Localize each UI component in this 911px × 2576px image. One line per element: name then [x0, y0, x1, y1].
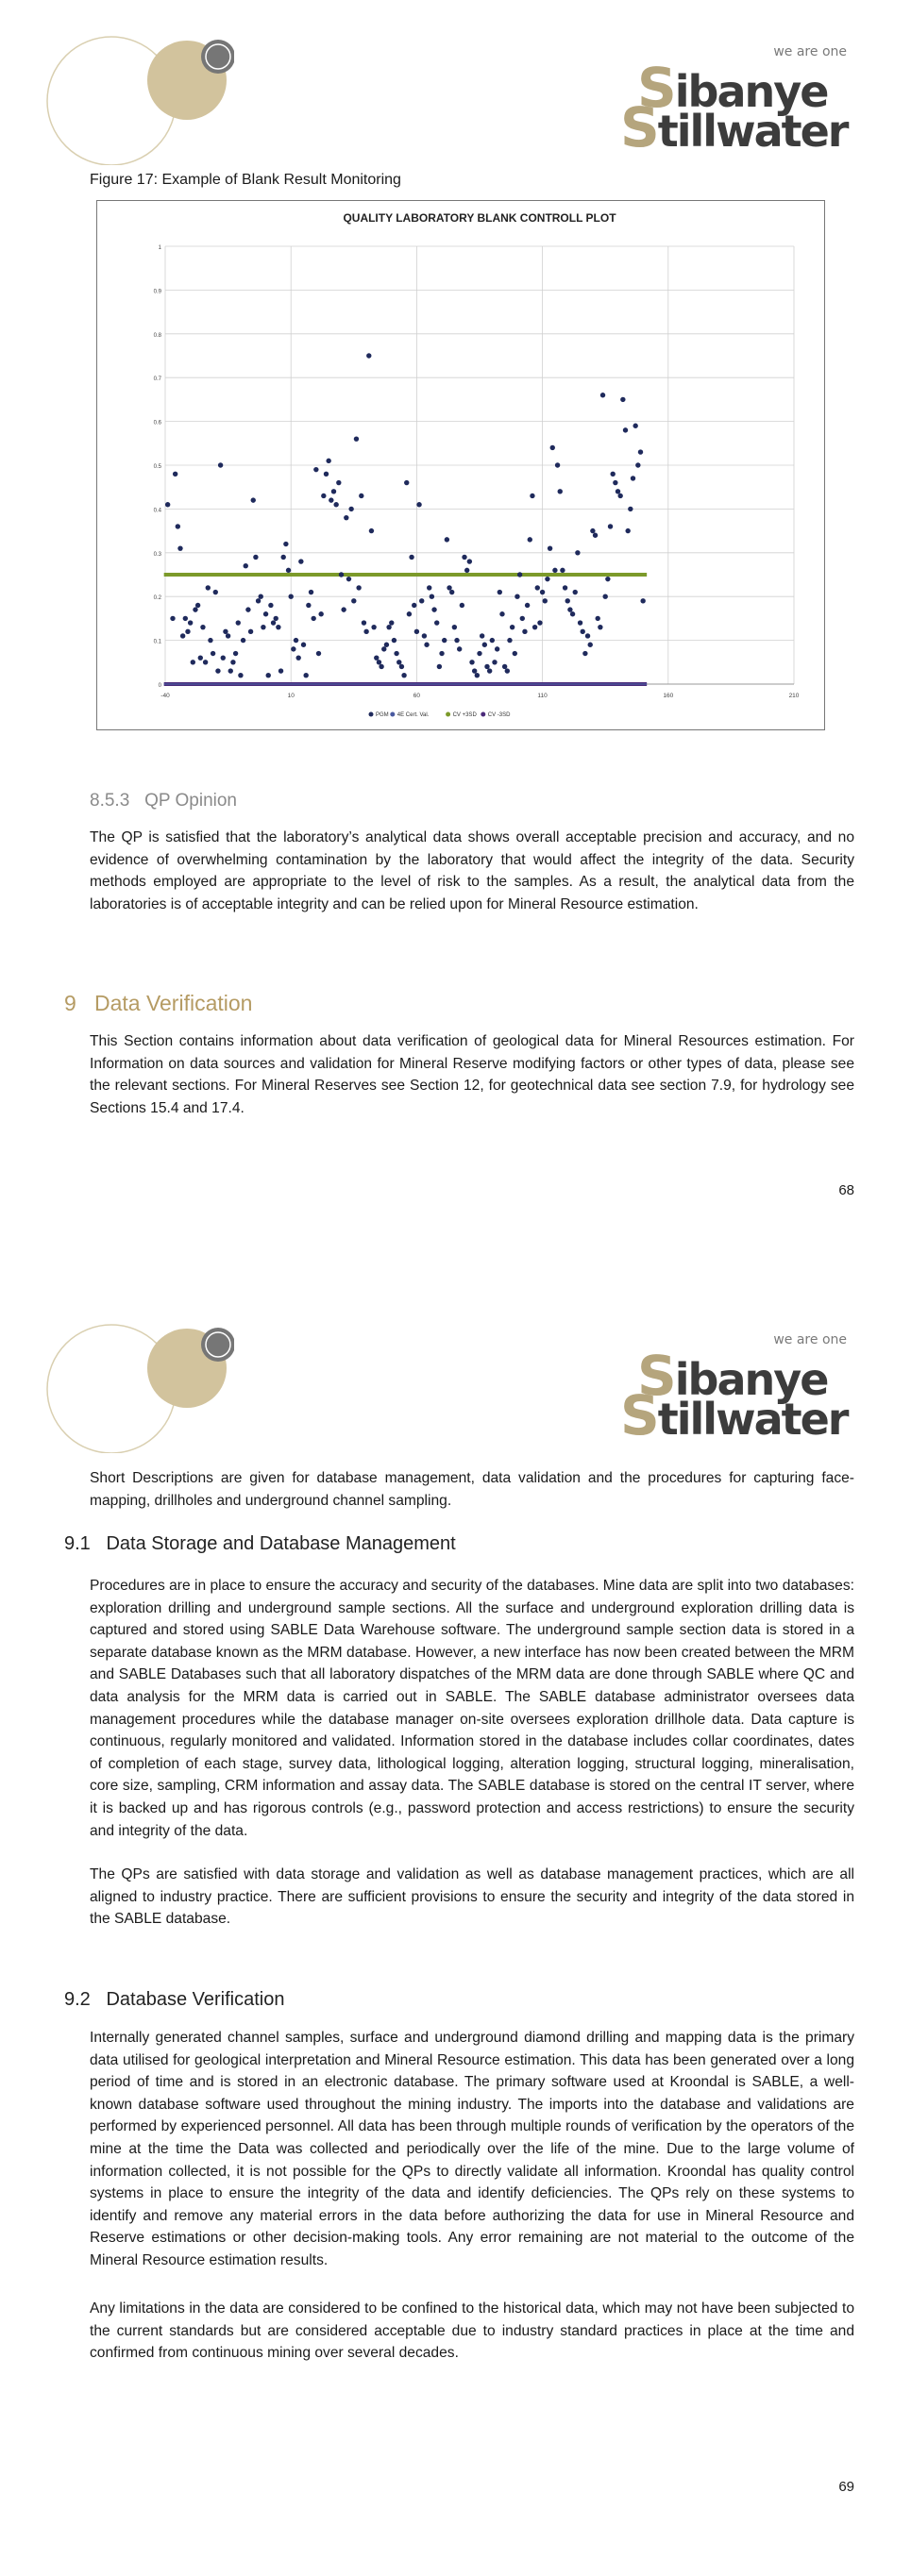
- data-point: [268, 603, 273, 608]
- heading-9-title: Data Verification: [93, 991, 253, 1015]
- data-point: [613, 480, 617, 485]
- data-point: [294, 638, 298, 643]
- data-point: [581, 629, 585, 634]
- data-point: [276, 625, 280, 629]
- legend-label: 4E Cert. Val.: [396, 712, 430, 718]
- data-point: [306, 603, 311, 608]
- data-point: [191, 660, 195, 664]
- data-point: [578, 620, 582, 625]
- data-point: [635, 462, 640, 467]
- data-point: [251, 497, 256, 502]
- data-point: [241, 638, 245, 643]
- data-point: [238, 673, 243, 677]
- data-point: [555, 462, 560, 467]
- data-point: [200, 625, 205, 629]
- data-point: [598, 625, 602, 629]
- data-point: [570, 611, 575, 616]
- page-69: [0, 1288, 911, 2576]
- data-point: [336, 480, 341, 485]
- data-point: [173, 472, 177, 477]
- heading-9-number: 9: [64, 991, 76, 1015]
- data-point: [460, 603, 464, 608]
- data-point: [203, 660, 208, 664]
- data-point: [445, 537, 449, 542]
- data-point: [301, 643, 306, 647]
- data-point: [416, 502, 421, 507]
- data-point: [507, 638, 512, 643]
- logo-word-stillwater: Stillwater: [620, 1383, 848, 1447]
- data-point: [331, 489, 336, 493]
- data-point: [244, 563, 248, 568]
- data-point: [552, 568, 557, 573]
- data-point: [253, 555, 258, 560]
- data-point: [324, 472, 329, 477]
- data-point: [289, 594, 294, 599]
- data-point: [396, 660, 401, 664]
- data-point: [233, 651, 238, 656]
- data-point: [339, 572, 344, 577]
- data-point: [359, 493, 363, 498]
- data-point: [600, 393, 605, 397]
- blank-control-chart: [96, 200, 825, 730]
- data-point: [309, 590, 313, 594]
- data-point: [399, 664, 404, 669]
- data-point: [631, 476, 635, 480]
- data-point: [318, 611, 323, 616]
- data-point: [596, 616, 600, 621]
- qp-opinion-paragraph: The QP is satisfied that the laboratory’s analytical data shows overall acceptable precision and accuracy, and no evidence of overwhelming contamination by the laboratory that would affect the integrity of the data. Security methods employed are appropriate to the level of risk to the samples. As a result, the analytical data from the laboratories is of acceptable integrity and can be relied upon for Mineral Resource estimation.: [90, 829, 854, 912]
- data-point: [259, 594, 263, 599]
- data-point: [291, 646, 295, 651]
- data-point: [170, 616, 175, 621]
- data-point: [528, 537, 532, 542]
- data-point: [515, 594, 519, 599]
- data-point: [623, 427, 628, 432]
- data-point: [525, 603, 530, 608]
- data-point: [404, 480, 409, 485]
- data-point: [226, 633, 230, 638]
- data-point: [333, 502, 338, 507]
- data-point: [316, 651, 321, 656]
- data-point: [392, 638, 396, 643]
- data-point: [464, 568, 469, 573]
- data-point: [424, 643, 429, 647]
- data-point: [638, 449, 643, 454]
- logo-word-sibanye: Sibanye: [637, 56, 828, 120]
- data-point: [457, 646, 462, 651]
- data-point: [303, 673, 308, 677]
- page-number: 68: [838, 1182, 854, 1198]
- data-point: [447, 585, 451, 590]
- data-point: [386, 625, 391, 629]
- data-point: [274, 616, 278, 621]
- data-point: [532, 625, 537, 629]
- data-point: [407, 611, 412, 616]
- sibanye-stillwater-logo: [609, 1330, 854, 1447]
- y-tick-label: 0.1: [153, 639, 161, 645]
- data-point: [346, 577, 351, 581]
- data-point: [313, 467, 318, 472]
- data-point: [321, 493, 326, 498]
- data-point: [419, 598, 424, 603]
- data-point: [180, 633, 185, 638]
- data-point: [394, 651, 398, 656]
- data-point: [211, 651, 215, 656]
- data-point: [213, 590, 218, 594]
- x-tick-label: 210: [788, 693, 800, 699]
- legend-label: CV -3SD: [487, 712, 511, 718]
- data-point: [550, 445, 555, 450]
- data-point: [543, 598, 548, 603]
- data-point: [499, 611, 504, 616]
- heading-8-5-3-title: QP Opinion: [144, 791, 237, 811]
- logo-word-sibanye: Sibanye: [637, 1344, 828, 1408]
- data-point: [535, 585, 540, 590]
- data-point: [490, 638, 495, 643]
- heading-8-5-3: [90, 791, 237, 811]
- data-point: [517, 572, 522, 577]
- data-point: [434, 620, 439, 625]
- data-point: [193, 607, 197, 611]
- data-point: [366, 353, 371, 358]
- data-point: [573, 590, 578, 594]
- data-point: [565, 598, 570, 603]
- data-point: [414, 629, 419, 634]
- data-point: [422, 633, 427, 638]
- legend-marker: [481, 712, 485, 717]
- data-point: [427, 585, 431, 590]
- data-point: [452, 625, 457, 629]
- y-tick-label: 0.6: [153, 420, 161, 427]
- data-point: [218, 462, 223, 467]
- data-point: [356, 585, 361, 590]
- data-point: [442, 638, 447, 643]
- x-tick-label: 60: [413, 693, 421, 699]
- logo-circles-icon: [45, 33, 234, 165]
- data-point: [256, 598, 261, 603]
- verification-paragraph-2: Any limitations in the data are considered to be confined to the historical data, which may not have been subjected to the current standards but are considered acceptable due to industry standard practices in place at the time and confirmed from continuous mining over several decades.: [90, 2300, 854, 2362]
- heading-9: [64, 991, 252, 1016]
- data-point: [389, 620, 394, 625]
- heading-9-2: [64, 1989, 285, 2011]
- data-point: [401, 673, 406, 677]
- data-point: [412, 603, 416, 608]
- legend-marker: [369, 712, 374, 717]
- data-point: [363, 629, 368, 634]
- data-point: [341, 607, 346, 611]
- data-point: [223, 629, 228, 634]
- data-point: [230, 660, 235, 664]
- data-point: [384, 643, 389, 647]
- data-point: [480, 633, 484, 638]
- data-point: [381, 646, 386, 651]
- data-point: [271, 620, 276, 625]
- heading-8-5-3-number: 8.5.3: [90, 791, 130, 811]
- data-point: [487, 668, 492, 673]
- data-point: [502, 664, 507, 669]
- data-point: [278, 668, 283, 673]
- data-point: [248, 629, 253, 634]
- data-point: [379, 664, 383, 669]
- data-point: [563, 585, 567, 590]
- data-point: [185, 629, 190, 634]
- data-point: [530, 493, 534, 498]
- legend-label: CV +3SD: [452, 712, 477, 718]
- data-point: [183, 616, 188, 621]
- data-point: [430, 594, 434, 599]
- heading-9-2-title: Database Verification: [106, 1989, 285, 2010]
- data-point: [633, 424, 637, 428]
- data-point: [362, 620, 366, 625]
- data-point: [505, 668, 510, 673]
- data-point: [215, 668, 220, 673]
- chart-title: QUALITY LABORATORY BLANK CONTROLL PLOT: [343, 211, 616, 225]
- x-tick-label: 160: [663, 693, 674, 699]
- data-point: [472, 668, 477, 673]
- data-verification-paragraph: This Section contains information about data verification of geological data for Mineral Resources estimation. For Information on data sources and validation for Mineral Reserve modifying factors or other types of data, please see the relevant sections. For Mineral Reserves see Section 12, for geotechnical data see section 7.9, for hydrology see Sections 15.4 and 17.4.: [90, 1033, 854, 1116]
- y-tick-label: 0.4: [153, 508, 161, 514]
- data-point: [295, 655, 300, 660]
- data-point: [558, 489, 563, 493]
- x-tick-label: -40: [160, 693, 170, 699]
- storage-paragraph-2: The QPs are satisfied with data storage and validation as well as database management practices, which are all aligned to industry practice. There are sufficient provisions to ensure the security and integrity of the data stored in the SABLE database.: [90, 1866, 854, 1928]
- data-point: [588, 643, 593, 647]
- y-tick-label: 0: [158, 683, 161, 689]
- y-tick-label: 1: [158, 245, 161, 251]
- sibanye-stillwater-logo: [609, 42, 854, 159]
- data-point: [617, 493, 622, 498]
- y-tick-label: 0.5: [153, 464, 161, 470]
- data-point: [283, 542, 288, 546]
- data-point: [498, 590, 502, 594]
- data-point: [560, 568, 565, 573]
- data-point: [261, 625, 265, 629]
- data-point: [449, 590, 454, 594]
- x-tick-label: 10: [287, 693, 295, 699]
- data-point: [605, 577, 610, 581]
- data-point: [593, 533, 598, 538]
- data-point: [590, 528, 595, 533]
- data-point: [206, 585, 211, 590]
- x-tick-label: 110: [537, 693, 548, 699]
- data-point: [482, 643, 487, 647]
- data-point: [195, 603, 200, 608]
- data-point: [495, 646, 499, 651]
- legend-marker: [446, 712, 450, 717]
- data-point: [228, 668, 233, 673]
- logo-tagline: we are one: [773, 1332, 847, 1347]
- data-point: [176, 524, 180, 528]
- verification-paragraph-1: Internally generated channel samples, surface and underground diamond drilling and mapping data is the primary data utilised for geological interpretation and Mineral Resource estimation. This data has been generated over a long period of time and is stored in an electronic database. The primary software used at Kroondal is SABLE, a well-known database software used throughout the mining industry. The imports into the database and validations are performed by experienced personnel. All data has been through multiple rounds of verification by the operators of the mine at the time the Data was collected and periodically over the life of the mine. Due to the large volume of information collected, it is not possible for the QPs to directly validate all information. Kroondal has quality control systems in place to ensure the integrity of the data and identify deficiencies. The QPs rely on these systems to identify and remove any material errors in the data before authorizing the data for use in Mineral Resource and Reserve estimations or other decision-making tools. Any error remaining are not material to the outcome of the Mineral Resource estimation results.: [90, 2030, 854, 2268]
- data-point: [540, 590, 545, 594]
- data-point: [492, 660, 497, 664]
- data-point: [188, 620, 193, 625]
- data-point: [582, 651, 587, 656]
- data-point: [377, 660, 381, 664]
- logo-tagline: we are one: [773, 44, 847, 59]
- data-point: [409, 555, 413, 560]
- data-point: [625, 528, 630, 533]
- data-point: [548, 545, 552, 550]
- data-point: [263, 611, 268, 616]
- data-point: [286, 568, 291, 573]
- data-point: [439, 651, 444, 656]
- data-point: [628, 507, 633, 511]
- data-point: [575, 550, 580, 555]
- data-point: [326, 459, 330, 463]
- data-point: [608, 524, 613, 528]
- data-point: [344, 515, 348, 520]
- data-point: [603, 594, 608, 599]
- data-point: [221, 655, 226, 660]
- data-point: [311, 616, 315, 621]
- data-point: [545, 577, 549, 581]
- data-point: [467, 559, 472, 563]
- data-point: [462, 555, 466, 560]
- data-point: [236, 620, 241, 625]
- logo-word-stillwater: Stillwater: [620, 95, 848, 159]
- heading-9-1-title: Data Storage and Database Management: [106, 1533, 456, 1554]
- data-point: [510, 625, 515, 629]
- data-point: [475, 673, 480, 677]
- data-point: [354, 436, 359, 441]
- data-point: [177, 545, 182, 550]
- data-point: [640, 598, 645, 603]
- figure-caption: Figure 17: Example of Blank Result Monitoring: [90, 172, 401, 188]
- data-point: [437, 664, 442, 669]
- data-point: [369, 528, 374, 533]
- data-point: [245, 607, 250, 611]
- data-point: [484, 664, 489, 669]
- y-tick-label: 0.7: [153, 376, 161, 383]
- data-point: [348, 507, 353, 511]
- data-point: [620, 397, 625, 402]
- y-tick-label: 0.3: [153, 551, 161, 558]
- data-point: [329, 497, 333, 502]
- chart-svg: [97, 201, 824, 729]
- logo-circles-icon: [45, 1321, 234, 1453]
- heading-9-1-number: 9.1: [64, 1533, 91, 1554]
- data-point: [520, 616, 525, 621]
- data-point: [374, 655, 379, 660]
- data-point: [537, 620, 542, 625]
- data-point: [469, 660, 474, 664]
- data-point: [616, 489, 620, 493]
- page-number: 69: [838, 2479, 854, 2495]
- data-point: [522, 629, 527, 634]
- data-point: [351, 598, 356, 603]
- data-point: [198, 655, 203, 660]
- data-point: [610, 472, 615, 477]
- storage-paragraph-1: Procedures are in place to ensure the accuracy and security of the databases. Mine data are split into two databases: exploration drilling and underground sample sections. All the surface and underground exploration drilling data is captured and stored using SABLE Data Warehouse software. The underground sample section data is stored in a separate database known as the MRM database. However, a new interface has now been created between the MRM and SABLE Databases such that all laboratory dispatches of the MRM data are done through SABLE where QC and data analysis for the MRM data is carried out in SABLE. The SABLE database administrator oversees data management procedures while the database manager on-site oversees exploration drillhole data. Data capture is continuous, regularly monitored and validated. Information stored in the database includes collar coordinates, dates of completion of each stage, survey data, lithological logging, alteration logging, structural logging, mineralisation, core size, sampling, CRM information and assay data. The SABLE database is stored on the central IT server, where it is backed up and has rigorous controls (e.g., password protection and access restrictions) to ensure the security and integrity of the data.: [90, 1578, 854, 1839]
- y-tick-label: 0.8: [153, 332, 161, 339]
- intro-paragraph: Short Descriptions are given for database management, data validation and the procedures for capturing face-mapping, drillholes and underground channel sampling.: [90, 1470, 854, 1509]
- data-point: [266, 673, 271, 677]
- data-point: [454, 638, 459, 643]
- heading-9-2-number: 9.2: [64, 1989, 91, 2010]
- data-point: [165, 502, 170, 507]
- data-point: [513, 651, 517, 656]
- data-point: [298, 559, 303, 563]
- data-point: [371, 625, 376, 629]
- y-tick-label: 0.9: [153, 289, 161, 295]
- heading-9-1: [64, 1533, 456, 1555]
- y-tick-label: 0.2: [153, 595, 161, 602]
- data-point: [208, 638, 212, 643]
- legend-marker: [390, 712, 395, 717]
- legend-label: PGM: [376, 712, 389, 718]
- data-point: [585, 633, 590, 638]
- data-point: [281, 555, 286, 560]
- data-point: [431, 607, 436, 611]
- data-point: [567, 607, 572, 611]
- data-point: [477, 651, 481, 656]
